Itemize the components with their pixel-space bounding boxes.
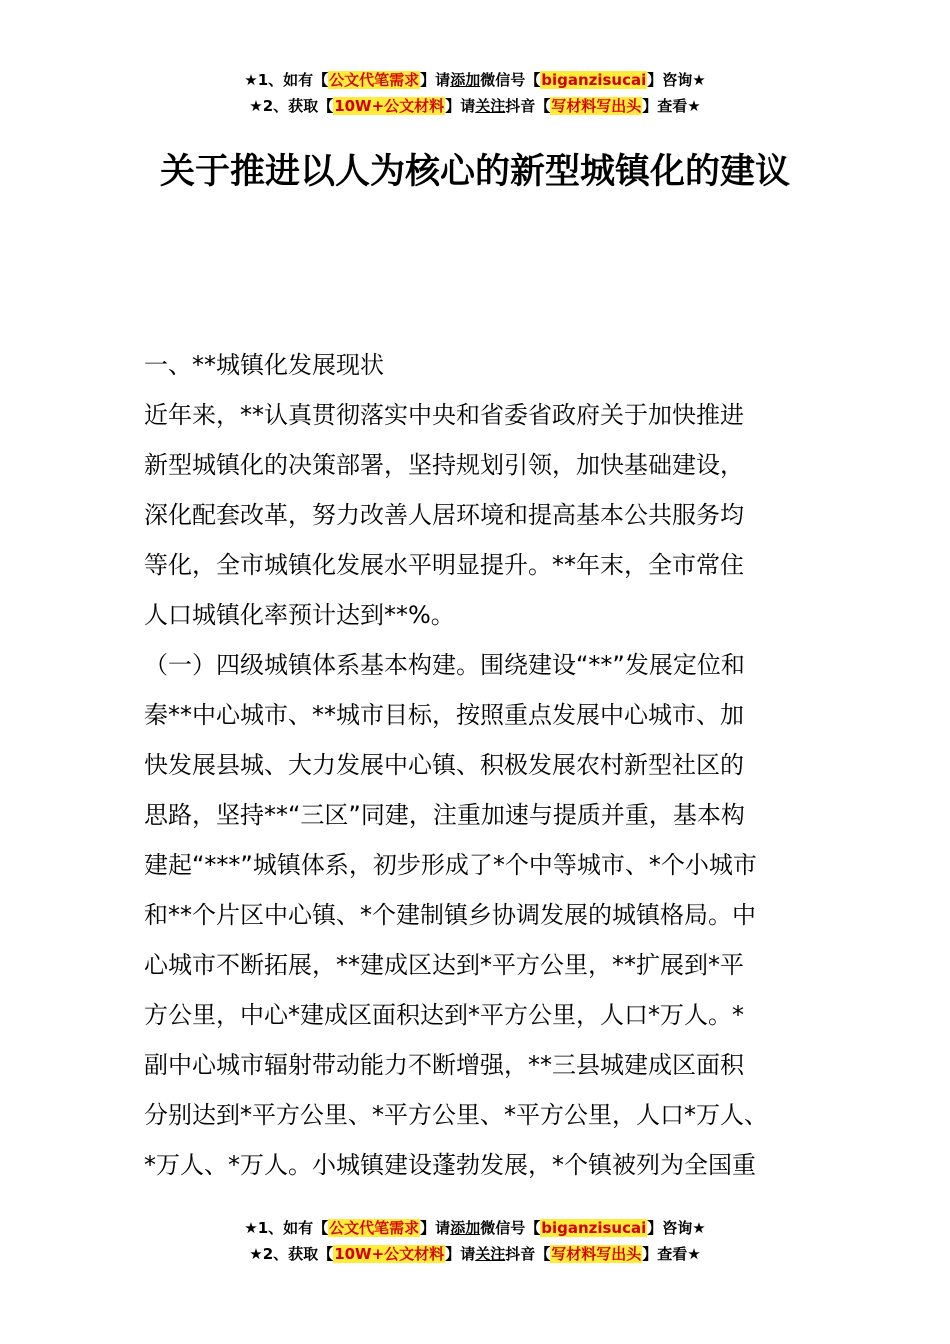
highlight-service: 公文代笔需求 [329, 1219, 420, 1237]
body-line: 秦**中心城市、**城市目标，按照重点发展中心城市、加 [144, 701, 744, 729]
body-line: 快发展县城、大力发展中心镇、积极发展农村新型社区的 [144, 751, 744, 779]
body-line: 新型城镇化的决策部署，坚持规划引领，加快基础建设， [144, 451, 744, 479]
body-line: 人口城镇化率预计达到**%。 [144, 601, 455, 629]
body-line: 建起“***”城镇体系，初步形成了*个中等城市、*个小城市 [144, 851, 757, 879]
section-heading: 一、**城镇化发展现状 [144, 351, 384, 379]
body-line: 副中心城市辐射带动能力不断增强，**三县城建成区面积 [144, 1051, 744, 1079]
highlight-materials: 10W+公文材料 [334, 97, 445, 115]
body-line: 深化配套改革，努力改善人居环境和提高基本公共服务均 [144, 501, 744, 529]
body-line: 等化，全市城镇化发展水平明显提升。**年末，全市常住 [144, 551, 744, 579]
body-line: 思路，坚持**“三区”同建，注重加速与提质并重，基本构 [144, 801, 745, 829]
body-line: 心城市不断拓展，**建成区达到*平方公里，**扩展到*平 [144, 951, 744, 979]
body-line: 分别达到*平方公里、*平方公里、*平方公里，人口*万人、 [144, 1101, 768, 1129]
highlight-douyin-account: 写材料写出头 [551, 97, 642, 115]
body-line: 近年来，**认真贯彻落实中央和省委省政府关于加快推进 [144, 401, 744, 429]
highlight-service: 公文代笔需求 [329, 71, 420, 89]
subsection-line: （一）四级城镇体系基本构建。围绕建设“**”发展定位和 [144, 651, 745, 679]
document-title: 关于推进以人为核心的新型城镇化的建议 [159, 152, 790, 192]
banner-line-1: ★1、如有【公文代笔需求】请添加微信号【biganzisucai】咨询★ [244, 71, 706, 89]
highlight-douyin-account: 写材料写出头 [551, 1245, 642, 1263]
body-line: *万人、*万人。小城镇建设蓬勃发展，*个镇被列为全国重 [144, 1151, 756, 1179]
body-line: 和**个片区中心镇、*个建制镇乡协调发展的城镇格局。中 [144, 901, 756, 929]
banner-line-1: ★1、如有【公文代笔需求】请添加微信号【biganzisucai】咨询★ [244, 1219, 706, 1237]
header-banner [0, 67, 950, 119]
banner-line-2: ★2、获取【10W+公文材料】请关注抖音【写材料写出头】查看★ [249, 1245, 701, 1263]
banner-line-2: ★2、获取【10W+公文材料】请关注抖音【写材料写出头】查看★ [249, 97, 701, 115]
highlight-wechat-id: biganzisucai [541, 71, 647, 89]
body-line: 方公里，中心*建成区面积达到*平方公里，人口*万人。* [144, 1001, 744, 1029]
highlight-wechat-id: biganzisucai [541, 1219, 647, 1237]
highlight-materials: 10W+公文材料 [334, 1245, 445, 1263]
footer-banner [0, 1215, 950, 1267]
document-body [144, 340, 812, 1190]
